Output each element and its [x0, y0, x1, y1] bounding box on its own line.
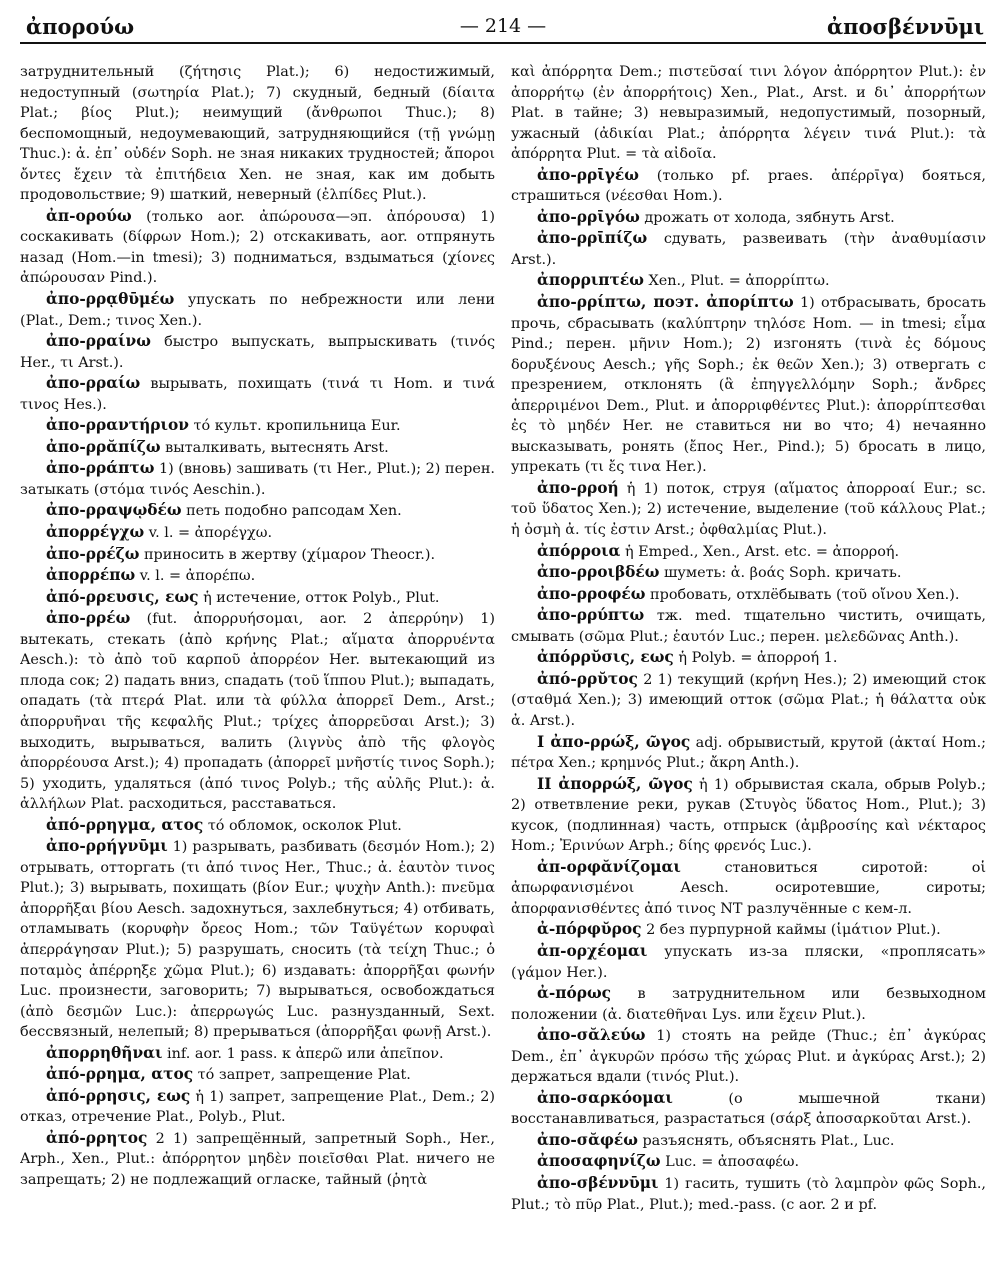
entry-definition: упускать по небрежности или лени (Plat., Dem.; τινος Xen.).	[20, 292, 495, 329]
dictionary-entry	[20, 1043, 495, 1065]
entry-definition: adj. обрывистый, крутой (ἀκταί Hom.; πέτρα Xen.; κρημνός Plut.; ἄκρη Anth.).	[511, 734, 986, 772]
entry-definition: приносить в жертву (χίμαρον Theocr.).	[143, 546, 436, 563]
entry-definition: Luc. = ἀποσαφέω.	[665, 1154, 800, 1171]
entry-headword: ἀπό-ρρευσις, εως	[46, 587, 199, 606]
entry-headword: ἀπο-ρροιβδέω	[537, 563, 660, 582]
entry-headword: ἀ-πόρως	[537, 984, 612, 1003]
entry-definition: 1) стоять на рейде (Thuc.; ἐπ᾽ ἀγκύρας Dem., ἐπ᾽ ἀγκυρῶν πρόσω τῆς χώρας Plut. и ἀγκύρας Arst.); 2) держаться вдали (τινός Plut.).	[511, 1028, 986, 1086]
page-header	[20, 12, 986, 44]
entry-headword: ἀπο-σαρκόομαι	[537, 1088, 673, 1107]
entry-headword: ἀπορρέπω	[46, 566, 136, 585]
dictionary-entry	[20, 836, 495, 1042]
dictionary-entry	[20, 373, 495, 415]
dictionary-entry	[511, 1088, 986, 1130]
dictionary-entry	[20, 458, 495, 500]
entry-definition: καὶ ἀπόρρητα Dem.; πιστεῦσαί τινι λόγον ἀπόρρητον Plut.): ἐν ἀπορρήτῳ (ἐν ἀπορρήτοις) Xen., Plat., Arst. и δι᾽ ἀπορρήτων Plat. в тайне; 3) невыразимый, недопустимый, позорный, ужасный (ἀδικίαι Plat.; ἀπόρρητα λέγειν τινά Plut.): τὰ ἀπόρρητα Plut. = τὰ αἰδοῖα.	[511, 64, 986, 163]
entry-headword: ἀπο-ρροή	[537, 478, 619, 497]
entry-definition: сдувать, развеивать (τὴν ἀναθυμίασιν Arst.).	[511, 231, 986, 268]
entry-definition: (только pf. praes. ἀπέρρῑγα) бояться, страшиться (νέεσθαι Hom.).	[511, 167, 986, 205]
entry-headword: ἀπό-ρρημα, ατος	[46, 1065, 194, 1084]
entry-headword: I ἀπο-ρρώξ, ῶγος	[537, 732, 691, 751]
entry-headword: ἀπ-ορούω	[46, 206, 132, 225]
entry-definition: разъяснять, объяснять Plat., Luc.	[642, 1132, 895, 1149]
entry-headword: ἀπ-ορχέομαι	[537, 941, 648, 960]
entry-headword: ἀπο-σᾰλεύω	[537, 1026, 646, 1045]
dictionary-entry	[20, 544, 495, 566]
entry-definition: Xen., Plut. = ἀπορρίπτω.	[648, 273, 830, 290]
dictionary-entry	[511, 983, 986, 1025]
dictionary-entry	[511, 1173, 986, 1215]
entry-headword: ἀπο-ρραίω	[46, 374, 141, 393]
entry-headword: ἀπο-σβέννῡμι	[537, 1173, 659, 1192]
dictionary-entry	[511, 669, 986, 732]
entry-definition: (fut. ἀπορρυήσομαι, aor. 2 ἀπερρύην) 1) вытекать, стекать (ἀπὸ κρήνης Plat.; αἵματα ἀπορρυέντα Aesch.): τὸ ἀπὸ τοῦ καρποῦ ἀπορρέον Her. вытекающий из плода сок; 2) падать вниз, спадать (τοῦ ἵππου Plut.); выпадать, опадать (τὰ πτερά Plat. или τὰ φύλλα ἀπορρεῖ Dem., Arst.; ἀπορρυῆναι τῆς κεφαλῆς Plut.; τρίχες ἀπορρεῦσαι Arst.); 3) выходить, вырываться, валить (λιγνὺς ἀπὸ τῆς φλογὸς ἀπορρέουσα Arst.); 4) пропадать (ἀπορρεῖ μνῆστίς τινος Soph.); 5) уходить, удаляться (ἀπό τινος Polyb.; τῆς αὐλῆς Plut.): ἀ. ἀλλήλων Plat. расходиться, расставаться.	[20, 611, 495, 813]
dictionary-entry	[20, 1128, 495, 1191]
entry-headword: ἀπο-σᾰφέω	[537, 1130, 638, 1149]
entry-definition: ἡ Polyb. = ἀπορροή 1.	[678, 650, 838, 667]
entry-headword: ἀ-πόρφῠρος	[537, 920, 642, 939]
entry-headword: ἀπο-ρραψῳδέω	[46, 501, 182, 520]
entry-headword: ἀπο-ρρᾳθῡμέω	[46, 290, 175, 309]
dictionary-entry	[511, 1130, 986, 1152]
entry-headword: ἀπο-ρρῑπίζω	[537, 229, 648, 248]
entry-definition: v. l. = ἀπορέγχω.	[148, 525, 273, 542]
entry-definition: inf. aor. 1 pass. к ἀπερῶ или ἀπεῖπον.	[167, 1045, 444, 1062]
dictionary-entry	[511, 941, 986, 983]
entry-definition: шуметь: ἀ. βοάς Soph. кричать.	[664, 565, 902, 582]
entry-headword: ἀπο-ρρῑγόω	[537, 207, 640, 226]
dictionary-entry	[20, 565, 495, 587]
dictionary-entry	[511, 1151, 986, 1173]
dictionary-entry	[511, 478, 986, 541]
entry-definition: v. l. = ἀπορέπω.	[139, 568, 256, 585]
entry-definition: ἡ 1) запрет, запрещение Plat., Dem.; 2) отказ, отречение Plat., Polyb., Plut.	[20, 1088, 495, 1126]
dictionary-entry	[511, 732, 986, 774]
entry-headword: ἀπορριπτέω	[537, 271, 644, 290]
dictionary-entry	[20, 331, 495, 373]
entry-definition: ἡ истечение, отток Polyb., Plut.	[203, 589, 440, 606]
entry-definition: пробовать, отхлёбывать (τοῦ οἴνου Xen.).	[650, 586, 960, 603]
entry-definition: τό обломок, осколок Plut.	[207, 817, 402, 834]
entry-definition: ἡ Emped., Xen., Arst. etc. = ἀπορροή.	[624, 543, 900, 560]
entry-headword: ἀπο-ρρᾰπίζω	[46, 437, 161, 456]
dictionary-entry	[511, 228, 986, 270]
entry-definition: ἡ 1) обрывистая скала, обрыв Polyb.; 2) ответвление реки, рукав (Στυγὸς ὕδατος Hom., Plut.); 3) кусок, (подлинная) часть, отпрыск (ἀμβροσίης καὶ νέκταρος Hom.; Ἐρινύων Arph.; δίης φρενός Luc.).	[511, 776, 986, 855]
entry-headword: ἀπορρέγχω	[46, 523, 145, 542]
entry-headword: ἀπόρρῠσις, εως	[537, 648, 674, 667]
dictionary-entry	[20, 815, 495, 837]
dictionary-entry	[511, 605, 986, 647]
entry-definition: упускать из-за пляски, «проплясать» (γάμον Her.).	[511, 943, 986, 981]
dictionary-entry	[511, 62, 986, 165]
entry-headword: ἀπο-ρρέζω	[46, 544, 140, 563]
dictionary-entry	[20, 1086, 495, 1128]
entry-headword: ἀποσαφηνίζω	[537, 1152, 661, 1171]
entry-headword: ἀπόρροια	[537, 541, 621, 560]
dictionary-entry	[511, 584, 986, 606]
entry-headword: ἀπο-ρρήγνῡμι	[46, 837, 168, 856]
dictionary-entry	[511, 857, 986, 920]
entry-definition: вырывать, похищать (τινά τι Hom. и τινά τινος Hes.).	[20, 376, 495, 413]
entry-headword: ἀπο-ρρίπτω, поэт. ἀπορίπτω	[537, 293, 794, 312]
right-column	[511, 62, 986, 1278]
entry-definition: в затруднительном или безвыходном положении (ἀ. διατεθῆναι Lys. или ἔχειν Plut.).	[511, 986, 986, 1023]
left-column	[20, 62, 495, 1278]
entry-definition: быстро выпускать, выпрыскивать (τινός Her., τι Arst.).	[20, 334, 495, 371]
dictionary-entry	[20, 587, 495, 609]
dictionary-entry	[511, 919, 986, 941]
dictionary-entry	[511, 647, 986, 669]
entry-definition: 1) разрывать, разбивать (δεσμόν Hom.); 2) отрывать, отторгать (τι ἀπό τινος Her., Thuc.; ἀ. ἑαυτὸν τινος Plut.); 3) вырывать, похищать (βίον Eur.; ψυχὴν Anth.): πνεῦμα ἀπορρῆξαι βίου Aesch. задохнуться, захлебнуться; 4) отбивать, отламывать (κορυφὴν ὄρεος Hom.; τῶν Ταϋγέτων κορυφαὶ ἀπερράγησαν Plut.); 5) разрушать, сносить (τὰ τείχη Thuc.; ὁ ποταμὸς ἀπέρρηξε χῶμα Plut.); 6) издавать: ἀπορρῆξαι φωνήν Luc. произнести, заговорить; 7) вырываться, освобождаться (ἀπὸ δεσμῶν Luc.): ἀπερρωγώς Luc. разнузданный, Sext. бессвязный, нелепый; 8) прерываться (ἀπορρῆξαι φωνῇ Arst.).	[20, 839, 495, 1041]
dictionary-body	[20, 62, 986, 1278]
dictionary-entry	[20, 206, 495, 289]
dictionary-entry	[20, 437, 495, 459]
dictionary-entry	[511, 1025, 986, 1088]
entry-definition: ἡ 1) поток, струя (αἵματος ἀπορροαί Eur.; sc. τοῦ ὕδατος Xen.); 2) истечение, выделение (τοῦ κάλλους Plat.; ἡ ὀσμὴ ἀ. τίς ἐστιν Arst.; ὀφθαλμίας Plut.).	[511, 480, 986, 539]
dictionary-entry	[511, 774, 986, 857]
entry-headword: ἀπορρηθῆναι	[46, 1043, 163, 1062]
entry-headword: ἀπο-ρρῑγέω	[537, 165, 639, 184]
entry-definition: затруднительный (ζήτησις Plat.); 6) недостижимый, недоступный (σωτηρία Plat.); 7) скудный, бедный (δίαιτα Plat.; βίος Plut.); неимущий (ἄνθρωποι Thuc.); 8) беспомощный, недоумевающий, затрудняющийся (τῇ γνώμῃ Thuc.): ἀ. ἐπ᾽ οὐδέν Soph. не зная никаких трудностей; ἄποροι ὄντες ἔχειν τὰ ἐπιτήδεια Xen. не зная, как им добыть продовольствие; 9) шаткий, неверный (ἐλπίδες Plut.).	[20, 64, 495, 204]
dictionary-entry	[20, 415, 495, 437]
entry-definition: 2 без пурпурной каймы (ἱμάτιον Plut.).	[646, 922, 941, 939]
page-number: — 214 —	[459, 15, 547, 37]
entry-headword: ἀπο-ρρέω	[46, 609, 131, 628]
entry-definition: τό культ. кропильница Eur.	[193, 418, 401, 435]
dictionary-entry	[511, 292, 986, 478]
entry-headword: ἀπο-ρροφέω	[537, 584, 646, 603]
entry-definition: 1) гасить, тушить (τὸ λαμπρὸν φῶς Soph., Plut.; τὸ πῦρ Plat., Plut.); med.-pass. (с aor. 2 и pf.	[511, 1175, 986, 1213]
dictionary-entry	[511, 207, 986, 229]
dictionary-entry	[20, 522, 495, 544]
dictionary-entry	[511, 541, 986, 563]
header-left-guideword: ἀπορούω	[26, 14, 135, 39]
entry-definition: выталкивать, вытеснять Arst.	[165, 439, 389, 456]
entry-headword: ἀπό-ρρῠτος	[537, 669, 638, 688]
entry-definition: 2 1) текущий (κρήνη Hes.); 2) имеющий сток (σταθμά Xen.); 3) имеющий отток (σῶμα Plat.; ἡ θάλαττα οὐκ ἀ. Arst.).	[511, 671, 986, 729]
entry-headword: ἀπό-ρρησις, εως	[46, 1086, 191, 1105]
dictionary-entry	[20, 500, 495, 522]
entry-headword: ἀπο-ρρύπτω	[537, 606, 645, 625]
entry-headword: ἀπ-ορφᾰνίζομαι	[537, 857, 681, 876]
dictionary-entry	[511, 562, 986, 584]
entry-headword: ἀπο-ρράπτω	[46, 459, 155, 478]
dictionary-entry	[20, 289, 495, 331]
dictionary-entry	[20, 62, 495, 206]
header-right-guideword: ἀποσβέννῡμι	[827, 14, 984, 39]
entry-headword: ἀπο-ρραίνω	[46, 332, 151, 351]
entry-headword: ἀπό-ρρηγμα, ατος	[46, 815, 204, 834]
entry-definition: 2 1) запрещённый, запретный Soph., Her., Arph., Xen., Plut.: ἀπόρρητον μηδὲν ποιεῖσθαι Plat. ничего не запрещать; 2) не подлежащий огласке, тайный (ῥητὰ	[20, 1130, 495, 1188]
entry-headword: ἀπό-ρρητος	[46, 1128, 148, 1147]
entry-definition: петь подобно рапсодам Xen.	[186, 503, 402, 520]
dictionary-entry	[20, 1064, 495, 1086]
entry-definition: 1) отбрасывать, бросать прочь, сбрасывать (καλύπτρην τηλόσε Hom. — in tmesi; εἷμα Pind.; перен. μῆνιν Hom.); 2) изгонять (τινὰ ἐς δόμους δορυξένους Aesch.; γῆς Soph.; ἐκ θεῶν Xen.); 3) отвергать с презрением, отклонять (ἃ ἐπηγγελλόμην Soph.; ἄνδρες ἀπερριμένοι Dem., Plut. и ἀπορριφθέντες Plut.): ἀπορρίπτεσθαι ἐς τὸ μηδέν Her. не ставиться ни во что; 4) нечаянно высказывать, ронять (ἔπος Her., Pind.); 5) бросать в лицо, упрекать (τι ἔς τινα Her.).	[511, 295, 986, 476]
entry-definition: (о мышечной ткани) восстанавливаться, разрастаться (σάρξ ἀποσαρκοῦται Arst.).	[511, 1090, 986, 1128]
entry-definition: (только aor. ἀπώρουσα—эп. ἀπόρουσα) 1) соскакивать (δίφρων Hom.); 2) отскакивать, aor. отпрянуть назад (Hom.—in tmesi); 3) подниматься, вздыматься (χίονες ἀπώρουσαν Pind.).	[20, 208, 495, 287]
entry-definition: 1) (вновь) зашивать (τι Her., Plut.); 2) перен. затыкать (στόμα τινός Aeschin.).	[20, 461, 495, 498]
entry-headword: II ἀπορρώξ, ῶγος	[537, 774, 693, 793]
dictionary-entry	[511, 270, 986, 292]
dictionary-entry	[511, 165, 986, 207]
entry-definition: дрожать от холода, зябнуть Arst.	[644, 209, 895, 226]
entry-definition: становиться сиротой: οἱ ἀπωρφανισμένοι Aesch. осиротевшие, сироты; ἀπορφανισθέντες ἀπό τινος NT разлучённые с кем-л.	[511, 859, 986, 917]
entry-definition: тж. med. тщательно чистить, очищать, смывать (σῶμα Plut.; ἑαυτόν Luc.; перен. μελεδῶνας Anth.).	[511, 608, 986, 645]
entry-headword: ἀπο-ρραντήριον	[46, 416, 189, 435]
entry-definition: τό запрет, запрещение Plat.	[197, 1067, 411, 1084]
dictionary-entry	[20, 608, 495, 814]
